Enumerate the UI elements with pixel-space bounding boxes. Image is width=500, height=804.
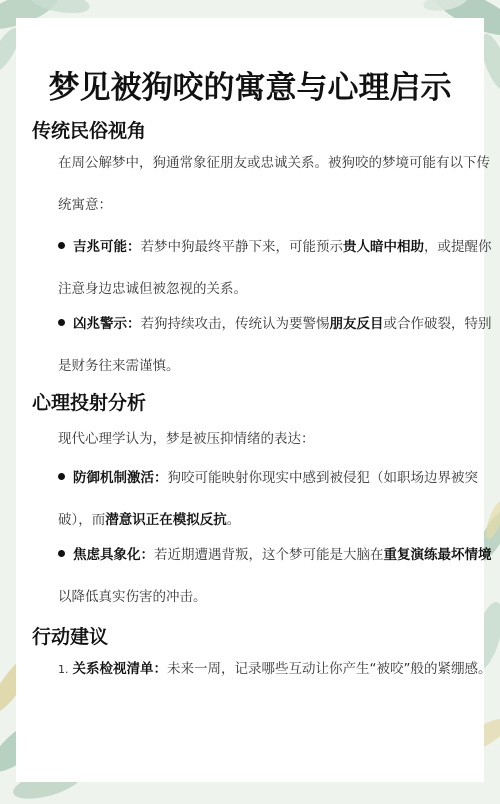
bullet-text: 狗咬可能映射你现实中感到被侵犯（如职场边界被突破），而 xyxy=(58,470,478,528)
page-title: 梦见被狗咬的寓意与心理启示 xyxy=(48,70,452,106)
item-number: 1. xyxy=(58,663,69,676)
list-item xyxy=(34,534,500,618)
bullet-text: 或合作破裂，特别是财务往来需谨慎。 xyxy=(58,316,492,374)
article-card xyxy=(16,18,492,782)
list-item xyxy=(34,303,500,387)
bullet-emphasis: 贵人暗中相助 xyxy=(343,239,424,255)
bullet-label: 焦虑具象化： xyxy=(73,547,154,563)
list-item xyxy=(34,226,500,310)
bullet-label: 吉兆可能： xyxy=(73,239,141,255)
section-heading-action: 行动建议 xyxy=(32,626,109,648)
bullet-emphasis: 朋友反目 xyxy=(329,316,384,332)
list-item xyxy=(34,457,500,541)
section-intro-psychology: 现代心理学认为，梦是被压抑情绪的表达： xyxy=(58,431,315,447)
bullet-text: 。 xyxy=(226,512,241,528)
bullet-text: 以降低真实伤害的冲击。 xyxy=(58,589,207,605)
bullet-emphasis: 重复演练最坏情境 xyxy=(383,547,492,563)
bullet-dot-icon xyxy=(58,473,65,480)
bullet-dot-icon xyxy=(58,550,65,557)
bullet-label: 凶兆警示： xyxy=(73,316,141,332)
item-label: 关系检视清单： xyxy=(72,661,167,677)
bullet-label: 防御机制激活： xyxy=(73,470,168,486)
bullet-text: 若狗持续攻击，传统认为要警惕 xyxy=(140,316,330,332)
section-heading-psychology: 心理投射分析 xyxy=(32,392,147,414)
bullet-emphasis: 潜意识正在模拟反抗 xyxy=(105,512,227,528)
bullet-text: 若梦中狗最终平静下来，可能预示 xyxy=(140,239,343,255)
bullet-dot-icon xyxy=(58,319,65,326)
bullet-text: 若近期遭遇背叛，这个梦可能是大脑在 xyxy=(154,547,384,563)
bullet-text: ，或提醒你注意身边忠诚但被忽视的关系。 xyxy=(58,239,492,297)
list-item xyxy=(34,648,500,691)
bullet-dot-icon xyxy=(58,242,65,249)
section-intro-folk: 在周公解梦中，狗通常象征朋友或忠诚关系。被狗咬的梦境可能有以下传统寓意： xyxy=(58,155,490,213)
item-text: 未来一周，记录哪些互动让你产生“被咬”般的紧绷感。 xyxy=(167,661,492,677)
section-heading-folk: 传统民俗视角 xyxy=(32,120,147,142)
